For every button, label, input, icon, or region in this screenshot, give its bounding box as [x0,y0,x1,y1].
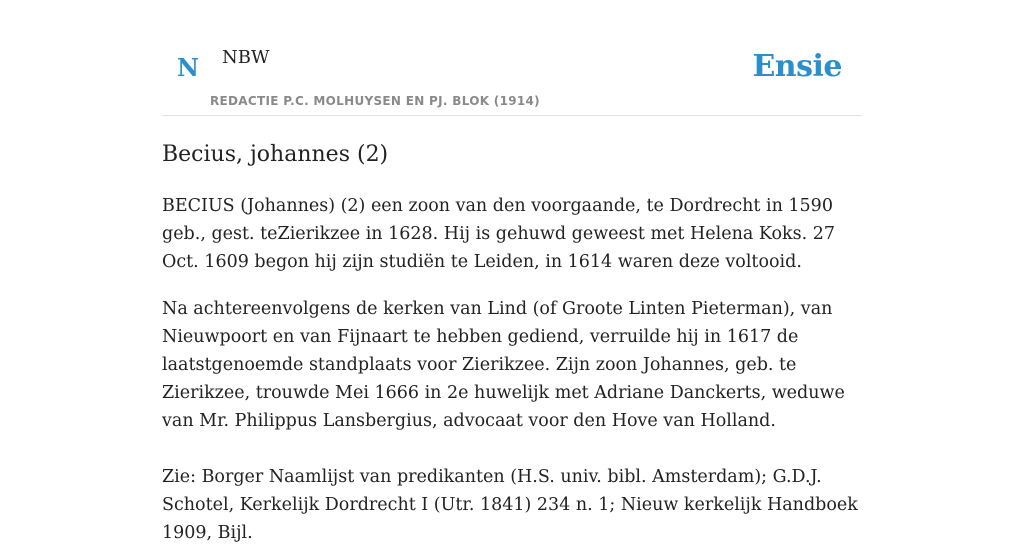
article-paragraph: Na achtereenvolgens de kerken van Lind (of Groote Linten Pieterman), van Nieuwpoort en van Fijnaart te hebben gediend, verruilde hij in 1617 de laatstgenoemde standplaats voor Zierikzee. Zijn zoon Johannes, geb. te Zierikzee, trouwde Mei 1666 in 2e huwelijk met Adriane Danckerts, weduwe van Mr. Philippus Lansbergius, advocaat voor den Hove van Holland. [162,298,845,431]
source-header [162,0,862,116]
article-title: Becius, johannes (2) [162,142,389,167]
source-logo[interactable]: N [177,53,199,82]
page-container [162,0,862,547]
brand-logo[interactable]: Ensie [752,49,842,84]
article-paragraph: BECIUS (Johannes) (2) een zoon van den voorgaande, te Dordrecht in 1590 geb., gest. teZierikzee in 1628. Hij is gehuwd geweest met Helena Koks. 27 Oct. 1609 begon hij zijn studiën te Leiden, in 1614 waren deze voltooid. [162,195,835,272]
source-title[interactable]: NBW [222,47,270,68]
article-references: Zie: Borger Naamlijst van predikanten (H.S. univ. bibl. Amsterdam); G.D.J. Schotel, Kerkelijk Dordrecht I (Utr. 1841) 234 n. 1; Nieuw kerkelijk Handboek 1909, Bijl. [162,466,858,543]
source-subtitle: REDACTIE P.C. MOLHUYSEN EN PJ. BLOK (1914) [210,94,540,108]
